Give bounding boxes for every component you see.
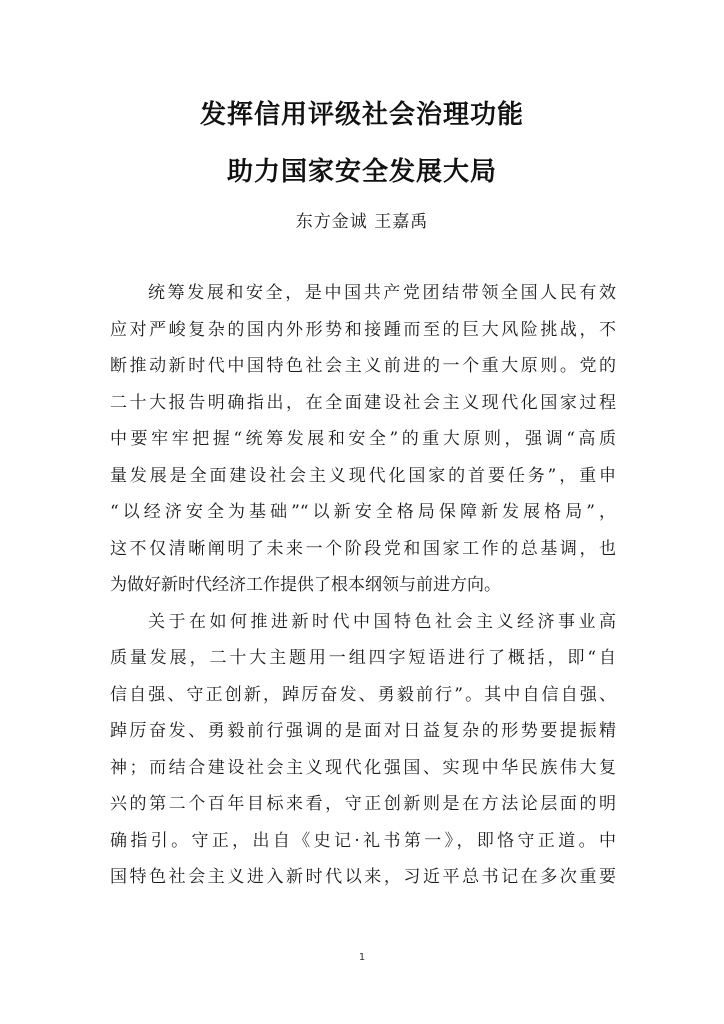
text-line: 统筹发展和安全，是中国共产党团结带领全国人民有效 [148, 283, 616, 303]
text-line: 确指引。守正，出自《史记·礼书第一》，即恪守正道。中 [110, 830, 616, 851]
body-text [110, 280, 616, 901]
text-line: 断推动新时代中国特色社会主义前进的一个重大原则。党的 [110, 356, 616, 376]
text-line: 踔厉奋发、勇毅前行强调的是面对日益复杂的形势要提振精 [110, 721, 616, 741]
text-line: 中要牢牢把握“统筹发展和安全”的重大原则，强调“高质 [110, 429, 616, 449]
title-line-1: 发挥信用评级社会治理功能 [199, 100, 524, 130]
text-line: 兴的第二个百年目标来看，守正创新则是在方法论层面的明 [110, 794, 616, 814]
paragraph-1 [110, 280, 616, 609]
text-line: 国特色社会主义进入新时代以来，习近平总书记在多次重要 [110, 867, 616, 887]
text-line: 二十大报告明确指出，在全面建设社会主义现代化国家过程 [110, 392, 616, 413]
text-line: 信自强、守正创新，踔厉奋发、勇毅前行”。其中自信自强、 [110, 684, 616, 705]
text-line: 这不仅清晰阐明了未来一个阶段党和国家工作的总基调，也 [110, 538, 616, 559]
text-line: 量发展是全面建设社会主义现代化国家的首要任务”，重申 [110, 465, 616, 486]
text-line: 神；而结合建设社会主义现代化强国、实现中华民族伟大复 [110, 757, 616, 778]
text-line: 关于在如何推进新时代中国特色社会主义经济事业高 [148, 611, 616, 632]
page-number: 1 [358, 952, 366, 963]
paragraph-2 [110, 609, 616, 901]
title-line-2: 助力国家安全发展大局 [226, 157, 497, 187]
text-line: 应对严峻复杂的国内外形势和接踵而至的巨大风险挑战，不 [110, 319, 616, 340]
text-line: “以经济安全为基础”“以新安全格局保障新发展格局”， [110, 502, 616, 522]
text-line: 质量发展，二十大主题用一组四字短语进行了概括，即“自 [110, 648, 616, 668]
author-line: 东方金诚 王嘉禹 [295, 212, 429, 232]
text-line: 为做好新时代经济工作提供了根本纲领与前进方向。 [110, 575, 501, 595]
